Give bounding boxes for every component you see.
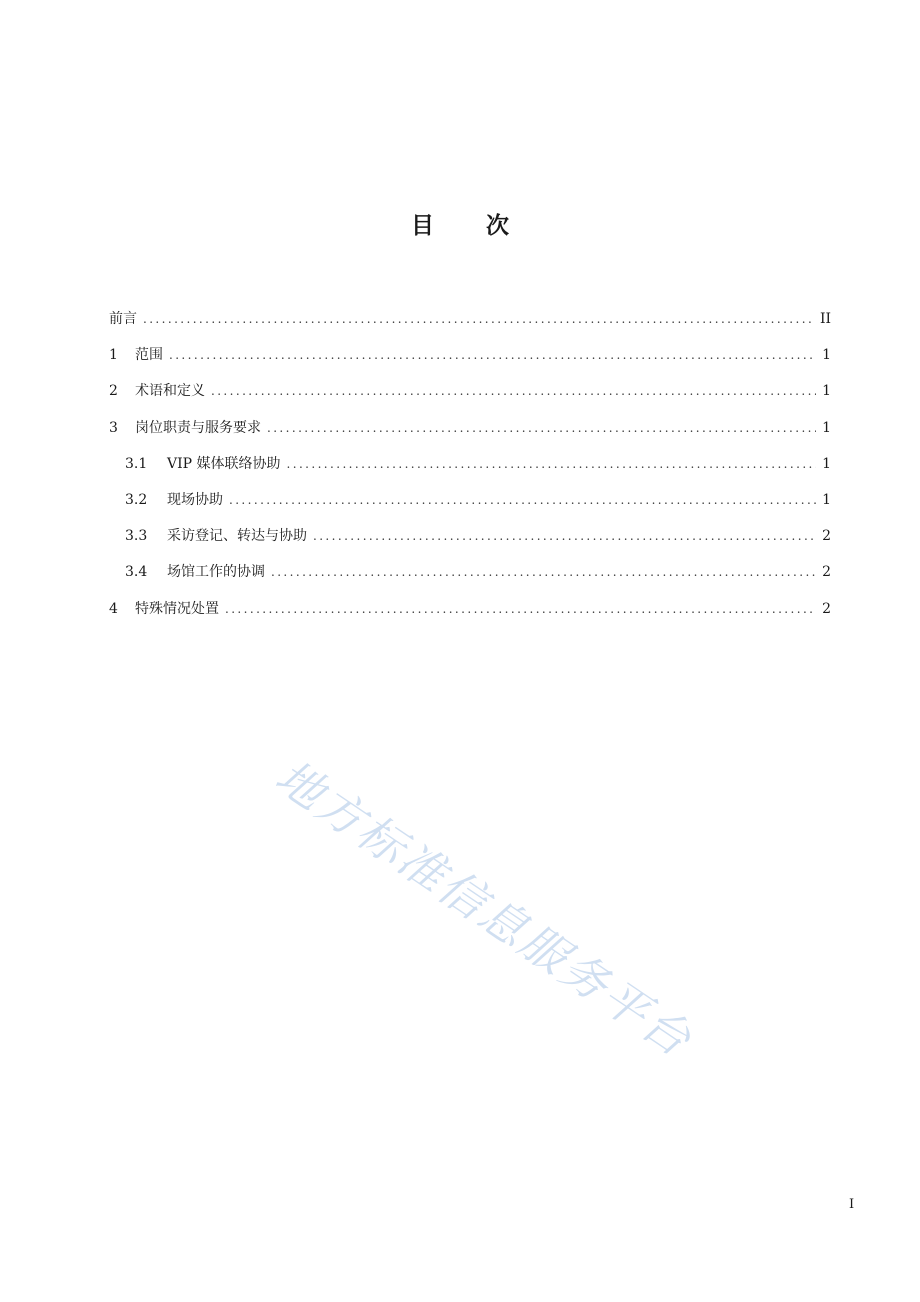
toc-entry-page: 1 [822, 491, 831, 508]
toc-entry-number: 4 [109, 600, 118, 617]
toc-entry-3-3[interactable] [109, 518, 831, 554]
toc-entry-page: 1 [822, 383, 831, 400]
toc-entry-2[interactable] [109, 373, 831, 409]
toc-entry-label: 范围 [135, 347, 163, 364]
toc-entry-1[interactable] [109, 337, 831, 373]
toc-entry-page: 2 [822, 564, 831, 581]
toc-entry-number: 2 [109, 383, 118, 400]
toc-entry-label: 采访登记、转达与协助 [167, 528, 307, 545]
toc-dot-leader [229, 482, 816, 518]
toc-dot-leader [313, 518, 816, 554]
toc-entry-label: 现场协助 [167, 491, 223, 508]
toc-dot-leader [287, 446, 817, 482]
toc-entry-page: II [819, 311, 831, 327]
toc-entry-page: 1 [822, 455, 831, 472]
toc-dot-leader [143, 301, 814, 337]
toc-entry-number: 3 [109, 419, 118, 436]
page-number: I [849, 1197, 855, 1212]
toc-entry-page: 2 [822, 600, 831, 617]
toc-entry-foreword[interactable] [109, 301, 831, 337]
toc-entry-3-4[interactable] [109, 554, 831, 590]
toc-entry-number: 3.2 [125, 491, 148, 508]
toc-entry-page: 1 [822, 419, 831, 436]
toc-dot-leader [169, 337, 816, 373]
toc-entry-number: 3.4 [125, 564, 148, 581]
toc-entry-label: 场馆工作的协调 [167, 564, 265, 581]
toc-entry-label: 岗位职责与服务要求 [135, 419, 261, 436]
toc-entry-page: 1 [822, 347, 831, 364]
toc-dot-leader [271, 554, 816, 590]
toc-entry-3-1[interactable] [109, 446, 831, 482]
toc-entry-3-2[interactable] [109, 482, 831, 518]
toc-dot-leader [225, 591, 816, 627]
toc-entry-label: VIP 媒体联络协助 [167, 455, 281, 472]
table-of-contents [109, 301, 831, 627]
toc-entry-label: 前言 [109, 311, 137, 327]
toc-entry-3[interactable] [109, 410, 831, 446]
page-title: 目 次 [410, 213, 531, 239]
toc-entry-label: 术语和定义 [135, 383, 205, 400]
toc-entry-page: 2 [822, 528, 831, 545]
toc-entry-number: 3.3 [125, 528, 148, 545]
toc-entry-number: 1 [109, 347, 118, 364]
watermark: 地方标准信息服务平台 [266, 749, 703, 1068]
toc-entry-label: 特殊情况处置 [135, 600, 219, 617]
toc-dot-leader [211, 373, 816, 409]
toc-dot-leader [267, 410, 816, 446]
toc-entry-4[interactable] [109, 591, 831, 627]
toc-entry-number: 3.1 [125, 455, 148, 472]
